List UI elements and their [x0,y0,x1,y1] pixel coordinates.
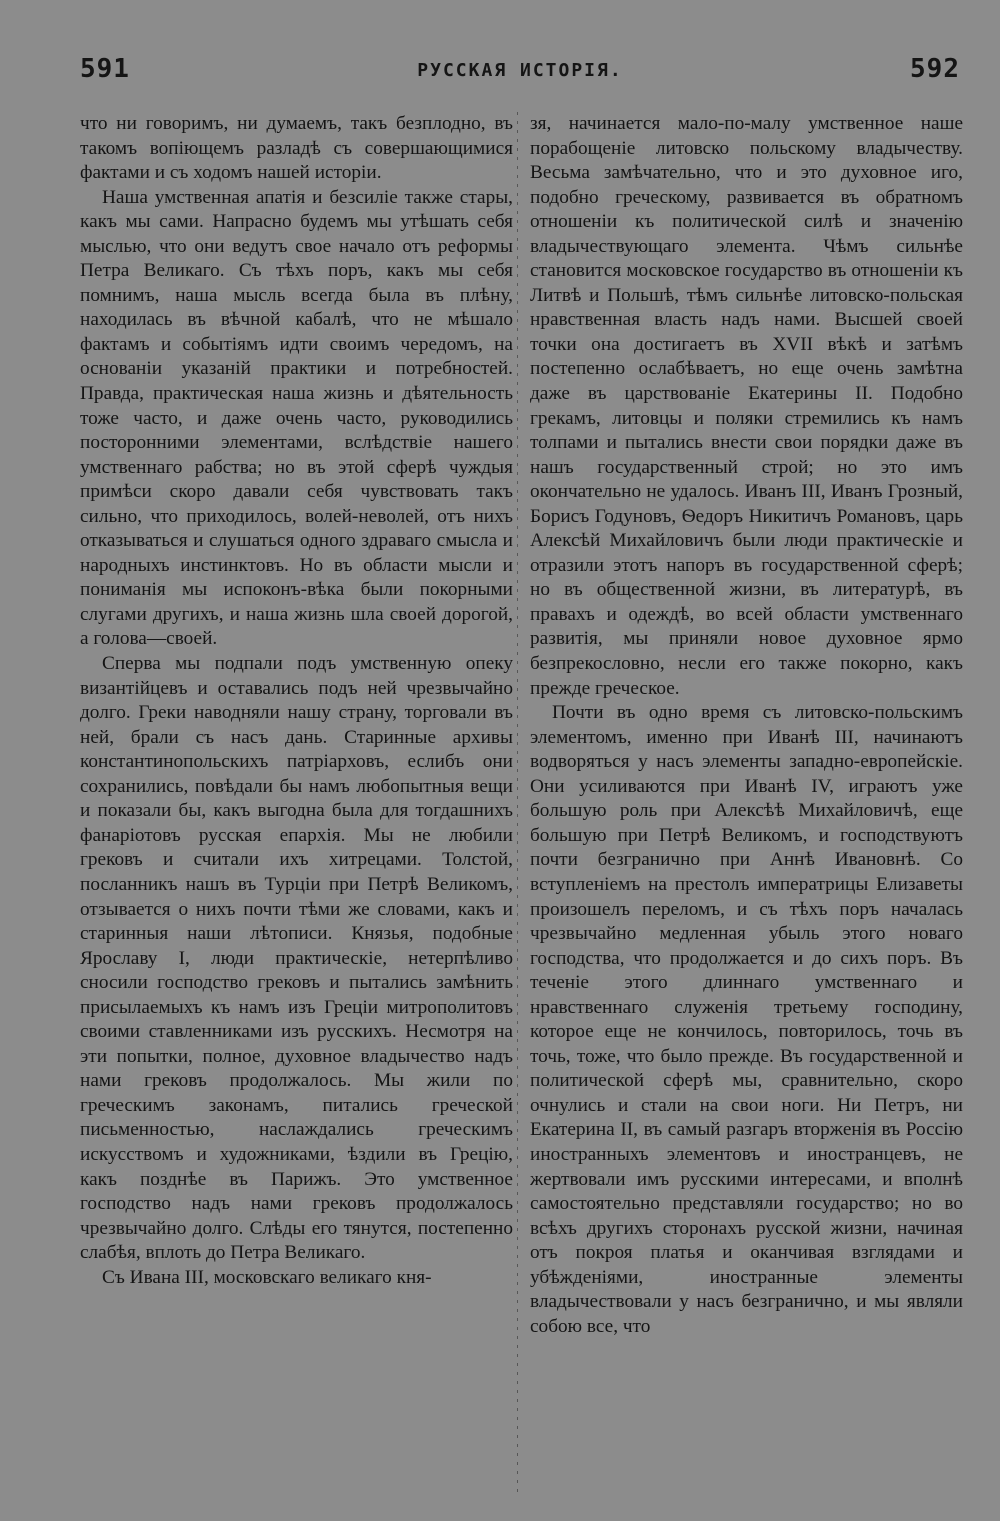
page-number-left: 591 [80,54,130,84]
page-number-right: 592 [910,54,960,84]
page-header [80,54,960,94]
column-divider [517,112,518,1492]
right-column [530,112,963,1482]
paragraph: Почти въ одно время съ литовско-польскимъ элементомъ, именно при Иванѣ III, начинаютъ водворяться у насъ элементы западно-европейскіе. Они усиливаются при Иванѣ IV, играютъ уже большую роль при Алексѣѣ Михайловичѣ, еще большую при Петрѣ Великомъ, и господствуютъ почти безгранично при Аннѣ Ивановнѣ. Со вступленіемъ на престолъ императрицы Елизаветы произошелъ переломъ, и съ тѣхъ поръ началась чрезвычайно медленная убыль этого новаго господства, что продолжается и до сихъ поръ. Въ теченіе этого длиннаго умственнаго и нравственнаго служенія третьему господину, которое еще не кончилось, повторилось, точь въ точь, тоже, что было прежде. Въ государственной и политической сферѣ мы, сравнительно, скоро очнулись и стали на свои ноги. Ни Петръ, ни Екатерина II, въ самый разгаръ вторженія въ Россію иностранныхъ элементовъ и иностранцевъ, не жертвовали имъ русскими интересами, и вполнѣ самостоятельно представляли государство; но во всѣхъ другихъ сторонахъ русской жизни, начиная отъ покроя платья и оканчивая взглядами и убѣжденіями, иностранные элементы владычествовали у насъ безгранично, и мы являли собою все, что [530,702,963,1337]
left-column [80,112,513,1482]
paragraph: зя, начинается мало-по-малу умственное наше порабощеніе литовско польскому владычеству. Весьма замѣчательно, что и это духовное иго, подобно греческому, развивается въ обратномъ отношеніи къ политической силѣ и значенію владычествующаго элемента. Чѣмъ сильнѣе становится московское государство въ отношеніи къ Литвѣ и Польшѣ, тѣмъ сильнѣе литовско-польская нравственная власть надъ нами. Высшей своей точки она достигаетъ въ XVII вѣкѣ и затѣмъ постепенно ослабѣваетъ, но еще очень замѣтна даже въ царствованіе Екатерины II. Подобно грекамъ, литовцы и поляки стремились къ намъ толпами и пытались внести свои порядки даже въ нашъ государственный строй; но это имъ окончательно не удалось. Иванъ III, Иванъ Грозный, Борисъ Годуновъ, Ѳедоръ Никитичъ Романовъ, царь Алексѣй Михайловичъ были люди практическіе и отразили этотъ напоръ въ государственной сферѣ; но въ общественной жизни, въ литературѣ, въ правахъ и одеждѣ, во всей области умственнаго развитія, мы приняли новое духовное ярмо безпрекословно, несли его также покорно, какъ прежде греческое. [530,113,963,699]
running-title: РУССКАЯ ИСТОРІЯ. [417,60,623,81]
paragraph: Наша умственная апатія и безсиліе также стары, какъ мы сами. Напрасно будемъ мы утѣшать себя мыслью, что они ведутъ свое начало отъ реформы Петра Великаго. Съ тѣхъ поръ, какъ мы себя помнимъ, наша мысль всегда была въ плѣну, находилась въ вѣчной кабалѣ, что не мѣшало фактамъ и событіямъ идти своимъ чередомъ, на основаніи указаній практики и потребностей. Правда, практическая наша жизнь и дѣятельность тоже часто, и даже очень часто, руководились посторонними элементами, вслѣдствіе нашего умственнаго рабства; но въ этой сферѣ чуждыя примѣси скоро давали себя чувствовать такъ сильно, что приходилось, волей-неволей, отъ нихъ отказываться и слушаться одного здраваго смысла и народныхъ инстинктовъ. Но въ области мысли и пониманія мы испоконъ-вѣка были покорными слугами другихъ, и наша жизнь шла своей дорогой, а голова—своей. [80,186,513,650]
paragraph: Съ Ивана III, московскаго великаго кня- [102,1266,432,1288]
paragraph: Сперва мы подпали подъ умственную опеку византійцевъ и оставались подъ ней чрезвычайно долго. Греки наводняли нашу страну, торговали въ ней, брали съ насъ дань. Старинные архивы константинопольскихъ патріарховъ, еслибъ они сохранились, повѣдали бы намъ любопытныя вещи и показали бы, какъ выгодна была для тогдашнихъ фанаріотовъ русская епархія. Мы не любили грековъ и считали ихъ хитрецами. Толстой, посланникъ нашъ въ Турціи при Петрѣ Великомъ, отзывается о нихъ почти тѣми же словами, какъ и старинныя наши лѣтописи. Князья, подобные Ярославу I, люди практическіе, нетерпѣливо сносили господство грековъ и пытались замѣнить присылаемыхъ къ намъ изъ Греціи митрополитовъ своими ставленниками изъ русскихъ. Несмотря на эти попытки, полное, духовное владычество надъ нами грековъ продолжалось. Мы жили по греческимъ законамъ, питались греческой письменностью, наслаждались греческимъ искусствомъ и художниками, ѣздили въ Грецію, какъ позднѣе въ Парижъ. Это умственное господство надъ нами грековъ продолжалось чрезвычайно долго. Слѣды его тянутся, постепенно слабѣя, вплоть до Петра Великаго. [80,653,513,1264]
paragraph: что ни говоримъ, ни думаемъ, такъ безплодно, въ такомъ вопіющемъ разладѣ съ совершающимися фактами и съ ходомъ нашей исторіи. [80,113,513,184]
